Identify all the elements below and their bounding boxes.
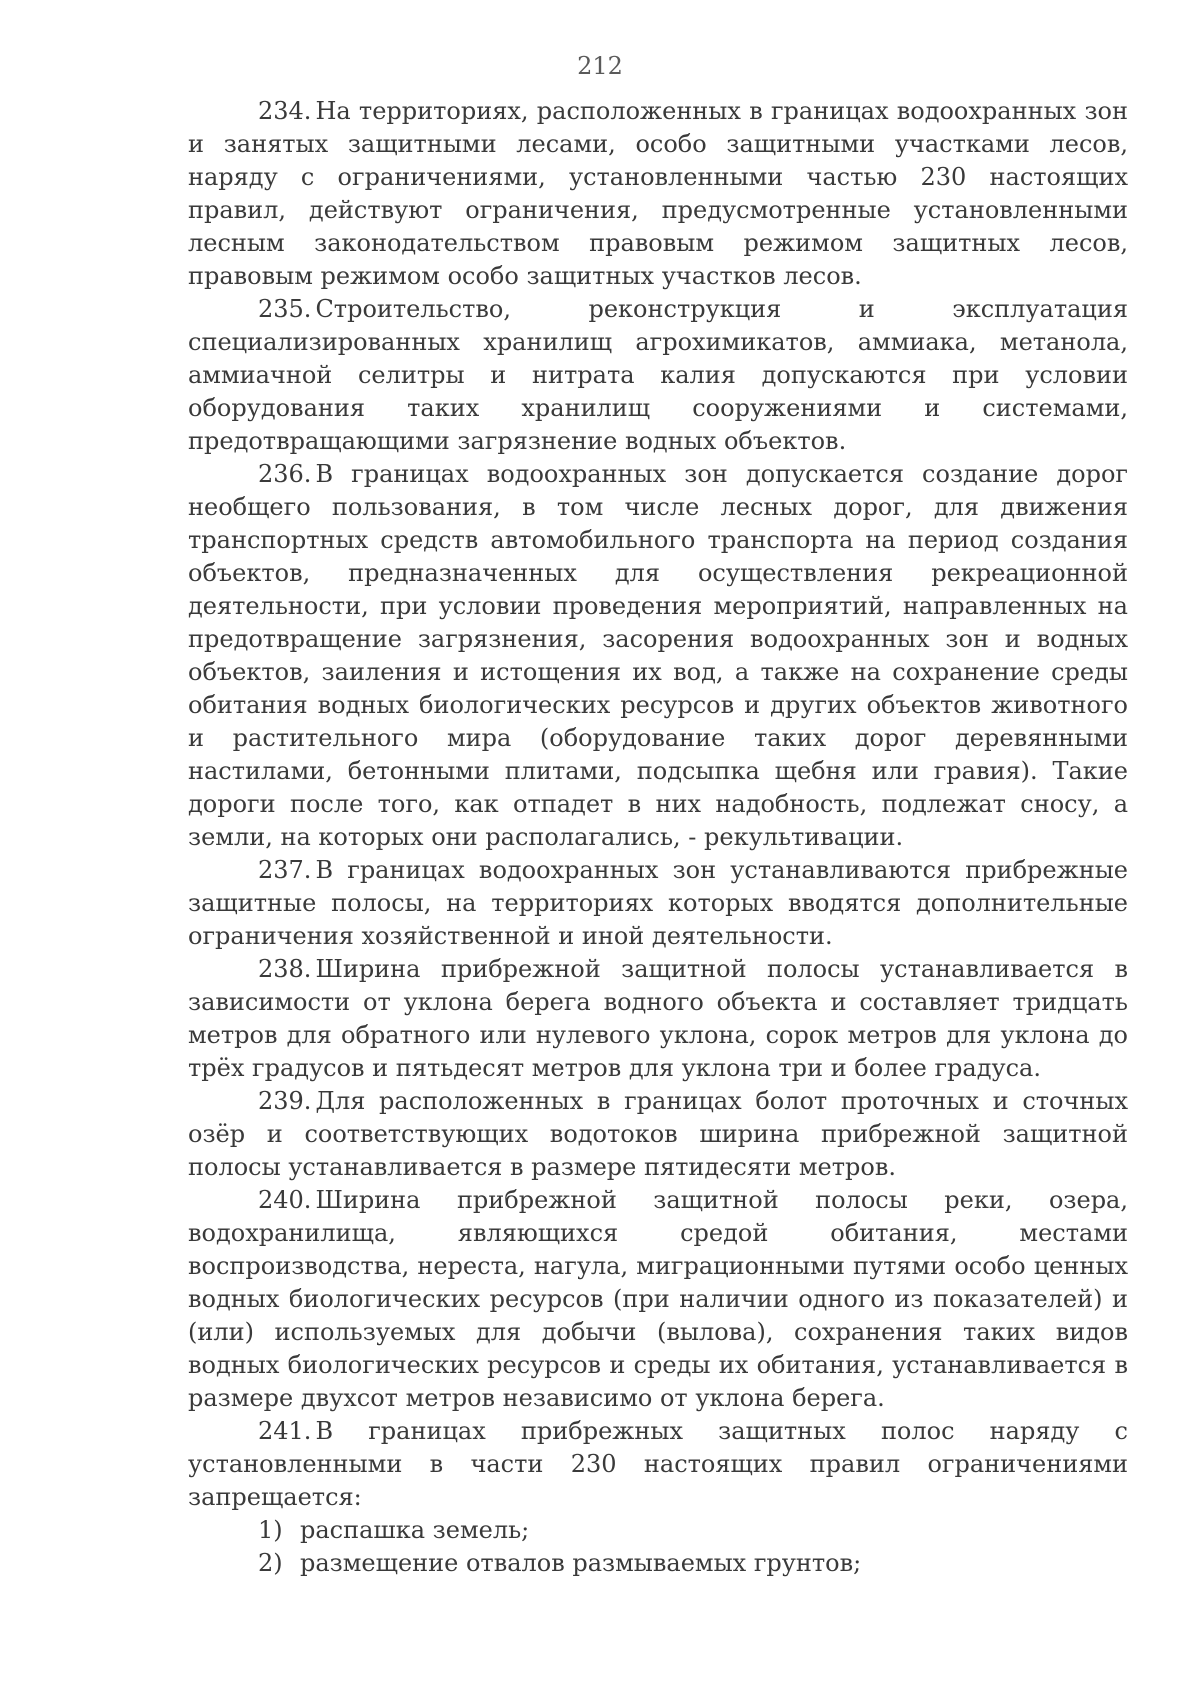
paragraph-234: [188, 95, 1128, 293]
list-marker: 1): [258, 1516, 283, 1544]
list-item: [188, 1514, 1128, 1547]
paragraph-number: 239.: [258, 1087, 312, 1115]
paragraph-238: [188, 953, 1128, 1085]
paragraph-text: Ширина прибрежной защитной полосы устанавливается в зависимости от уклона берега водного объекта и составляет тридцать метров для обратного или нулевого уклона, сорок метров для уклона до трёх градусов и пятьдесят метров для уклона три и более градуса.: [188, 955, 1128, 1082]
list-item-text: распашка земель;: [300, 1516, 530, 1544]
paragraph-236: [188, 458, 1128, 854]
paragraph-number: 235.: [258, 295, 312, 323]
paragraph-number: 236.: [258, 460, 312, 488]
list-marker: 2): [258, 1549, 283, 1577]
paragraph-number: 237.: [258, 856, 312, 884]
paragraph-240: [188, 1184, 1128, 1415]
paragraph-number: 238.: [258, 955, 312, 983]
paragraph-241: [188, 1415, 1128, 1514]
paragraph-number: 240.: [258, 1186, 312, 1214]
list-item: [188, 1547, 1128, 1580]
paragraph-text: В границах прибрежных защитных полос наряду с установленными в части 230 настоящих правил ограничениями запрещается:: [188, 1417, 1128, 1511]
paragraph-number: 241.: [258, 1417, 312, 1445]
paragraph-text: В границах водоохранных зон допускается создание дорог необщего пользования, в том числе лесных дорог, для движения транспортных средств автомобильного транспорта на период создания объектов, предназначенных для осуществления рекреационной деятельности, при условии проведения мероприятий, направленных на предотвращение загрязнения, засорения водоохранных зон и водных объектов, заиления и истощения их вод, а также на сохранение среды обитания водных биологических ресурсов и других объектов животного и растительного мира (оборудование таких дорог деревянными настилами, бетонными плитами, подсыпка щебня или гравия). Такие дороги после того, как отпадет в них надобность, подлежат сносу, а земли, на которых они располагались, - рекультивации.: [188, 460, 1128, 851]
list-item-text: размещение отвалов размываемых грунтов;: [300, 1549, 862, 1577]
paragraph-235: [188, 293, 1128, 458]
paragraph-text: На территориях, расположенных в границах водоохранных зон и занятых защитными лесами, особо защитными участками лесов, наряду с ограничениями, установленными частью 230 настоящих правил, действуют ограничения, предусмотренные установленными лесным законодательством правовым режимом защитных лесов, правовым режимом особо защитных участков лесов.: [188, 97, 1128, 290]
paragraph-239: [188, 1085, 1128, 1184]
paragraph-text: Для расположенных в границах болот проточных и сточных озёр и соответствующих водотоков ширина прибрежной защитной полосы устанавливается в размере пятидесяти метров.: [188, 1087, 1128, 1181]
paragraph-237: [188, 854, 1128, 953]
paragraph-text: Строительство, реконструкция и эксплуатация специализированных хранилищ агрохимикатов, аммиака, метанола, аммиачной селитры и нитрата калия допускаются при условии оборудования таких хранилищ сооружениями и системами, предотвращающими загрязнение водных объектов.: [188, 295, 1128, 455]
paragraph-text: Ширина прибрежной защитной полосы реки, озера, водохранилища, являющихся средой обитания, местами воспроизводства, нереста, нагула, миграционными путями особо ценных водных биологических ресурсов (при наличии одного из показателей) и (или) используемых для добычи (вылова), сохранения таких видов водных биологических ресурсов и среды их обитания, устанавливается в размере двухсот метров независимо от уклона берега.: [188, 1186, 1128, 1412]
document-body: [188, 95, 1128, 1580]
paragraph-number: 234.: [258, 97, 312, 125]
page-number: 212: [577, 52, 623, 80]
paragraph-text: В границах водоохранных зон устанавливаются прибрежные защитные полосы, на территориях которых вводятся дополнительные ограничения хозяйственной и иной деятельности.: [188, 856, 1128, 950]
